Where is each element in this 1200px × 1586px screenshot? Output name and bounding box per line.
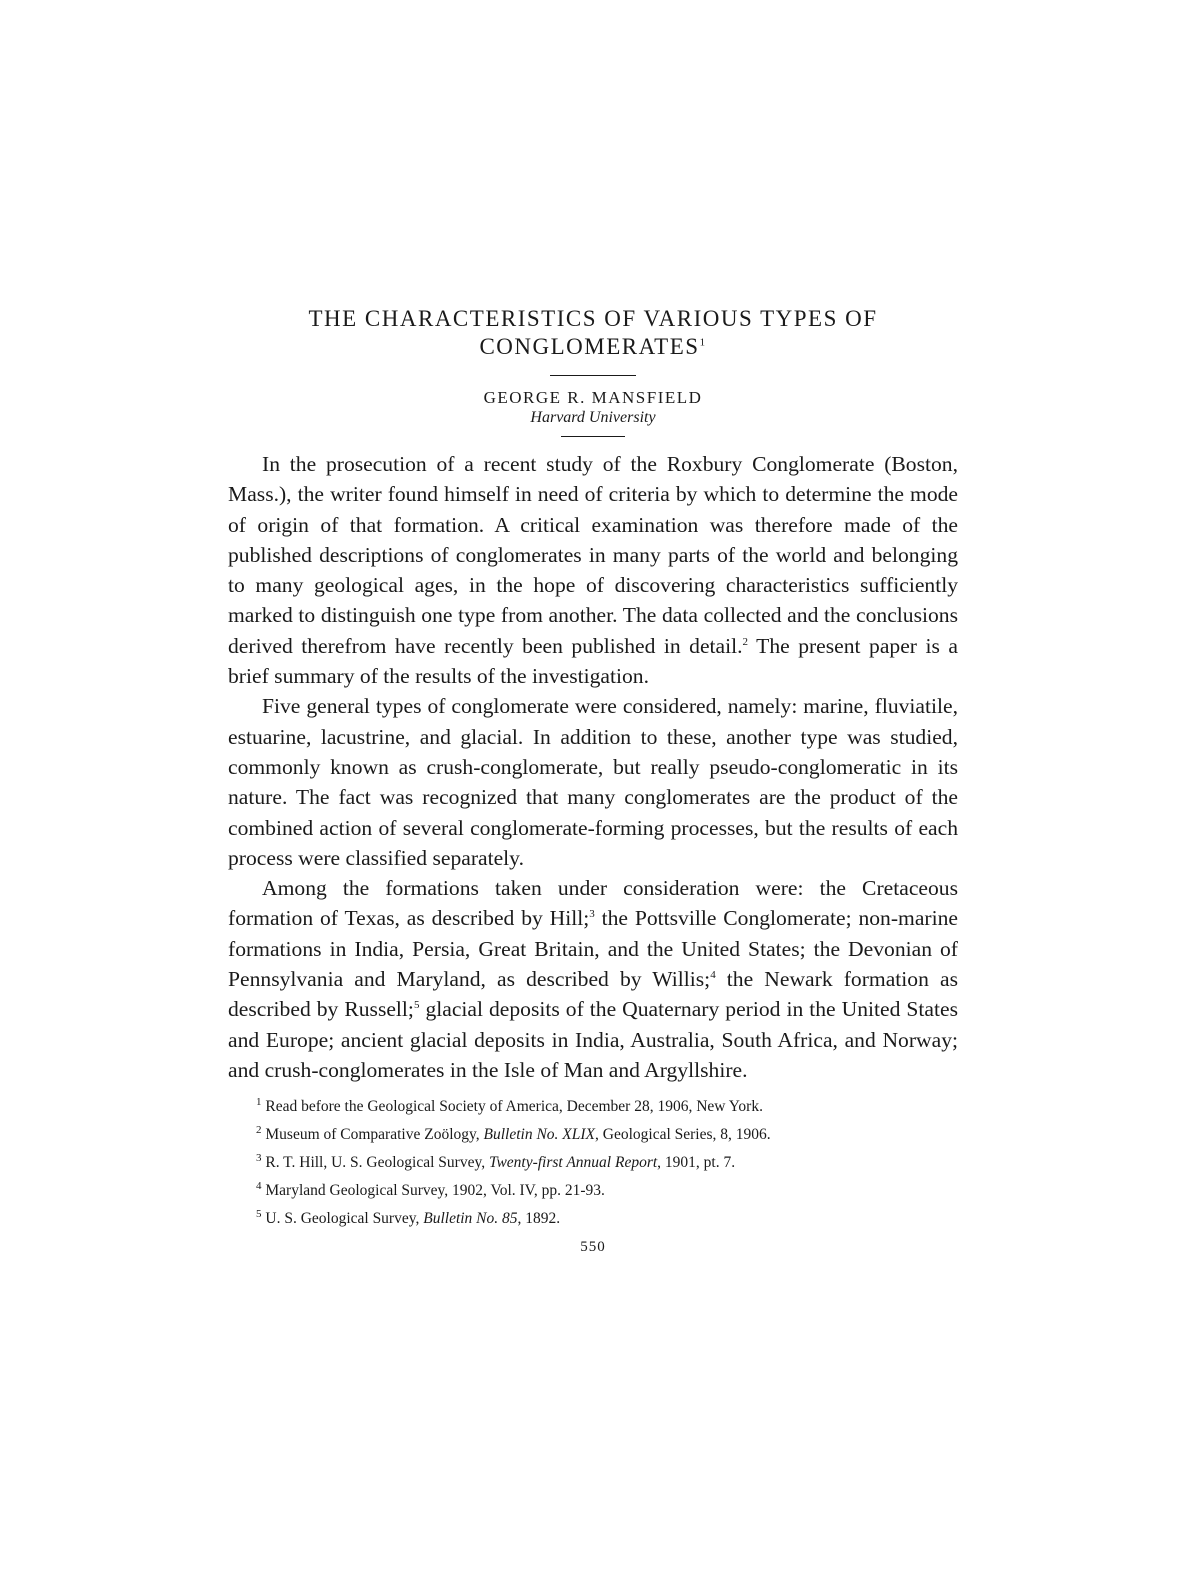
footnote-number: 3: [256, 1152, 262, 1165]
paragraph-text: Among the formations taken under consideration were: the Cretaceous formation of Texas, as described by Hill;: [228, 876, 958, 931]
footnote: [228, 1205, 958, 1233]
footnote: [228, 1121, 958, 1149]
article-title: [228, 305, 958, 361]
footnote-text: , 1892.: [517, 1210, 561, 1228]
footnote-number: 5: [256, 1208, 262, 1221]
footnote-text: Museum of Comparative Zoölogy,: [265, 1126, 484, 1144]
footnote-text: R. T. Hill, U. S. Geological Survey,: [265, 1154, 489, 1172]
footnote-number: 1: [256, 1096, 262, 1109]
body-paragraph-2: Five general types of conglomerate were considered, namely: marine, fluviatile, estuarine, lacustrine, and glacial. In addition to these, another type was studied, commonly known as crush-conglomerate, but really pseudo-conglomeratic in its nature. The fact was recognized that many conglomerates are the product of the combined action of several conglomerate-forming processes, but the results of each process were classified separately.: [228, 694, 958, 870]
footnote: [228, 1093, 958, 1121]
footnote: [228, 1149, 958, 1177]
article-page: [228, 305, 958, 1256]
footnote-text: , 1901, pt. 7.: [657, 1154, 736, 1172]
paragraph-text: In the prosecution of a recent study of the Roxbury Conglomerate (Boston, Mass.), the writer found himself in need of criteria by which to determine the mode of origin of that formation. A critical examination was therefore made of the published descriptions of conglomerates in many parts of the world and belonging to many geological ages, in the hope of discovering characteristics sufficiently marked to distinguish one type from another. The data collected and the conclusions derived therefrom have recently been published in detail.: [228, 452, 958, 658]
footnote-text: U. S. Geological Survey,: [265, 1210, 424, 1228]
footnote-marker: 4: [710, 968, 716, 981]
author-name: GEORGE R. MANSFIELD: [483, 388, 703, 407]
footnote-italic-text: Twenty-first Annual Report: [488, 1154, 658, 1172]
footnote-text: , Geological Series, 8, 1906.: [595, 1126, 771, 1144]
paragraph-text: The present paper is a brief summary of the results of the investigation.: [228, 633, 958, 689]
title-divider: [550, 375, 636, 376]
footnote-number: 4: [256, 1180, 262, 1193]
footnote-text: Maryland Geological Survey, 1902, Vol. IV, pp. 21-93.: [265, 1182, 605, 1200]
footnote: [228, 1177, 958, 1205]
author-affiliation: Harvard University: [530, 409, 656, 426]
footnote-marker: 3: [589, 908, 595, 921]
footnote-number: 2: [256, 1124, 262, 1137]
footnote-text: Read before the Geological Society of America, December 28, 1906, New York.: [265, 1098, 763, 1116]
author-divider: [561, 436, 625, 437]
footnote-marker: 2: [742, 635, 749, 648]
article-title-text: THE CHARACTERISTICS OF VARIOUS TYPES OF CONGLOMERATES: [308, 306, 878, 359]
paragraph-text: glacial deposits of the Quaternary period in the United States and Europe; ancient glacial deposits in India, Australia, South Africa, and Norway; and crush-conglomerates in the Isle of Man and Argyllshire.: [228, 997, 958, 1082]
footnote-italic-text: Bulletin No. XLIX: [483, 1126, 596, 1144]
body-paragraph-1: [228, 449, 958, 691]
footnote-italic-text: Bulletin No. 85: [423, 1210, 518, 1228]
page-number: 550: [580, 1239, 606, 1256]
body-paragraph-3: [228, 873, 958, 1085]
paragraph-text: the Pottsville Conglomerate; non-marine formations in India, Persia, Great Britain, and the United States; the Devonian of Pennsylvania and Maryland, as described by Willis;: [228, 906, 958, 992]
paragraph-text: the Newark formation as described by Russell;: [228, 967, 958, 1022]
footnote-marker: 5: [413, 999, 420, 1012]
title-footnote-marker: 1: [699, 336, 707, 349]
footnotes: [228, 1093, 958, 1233]
